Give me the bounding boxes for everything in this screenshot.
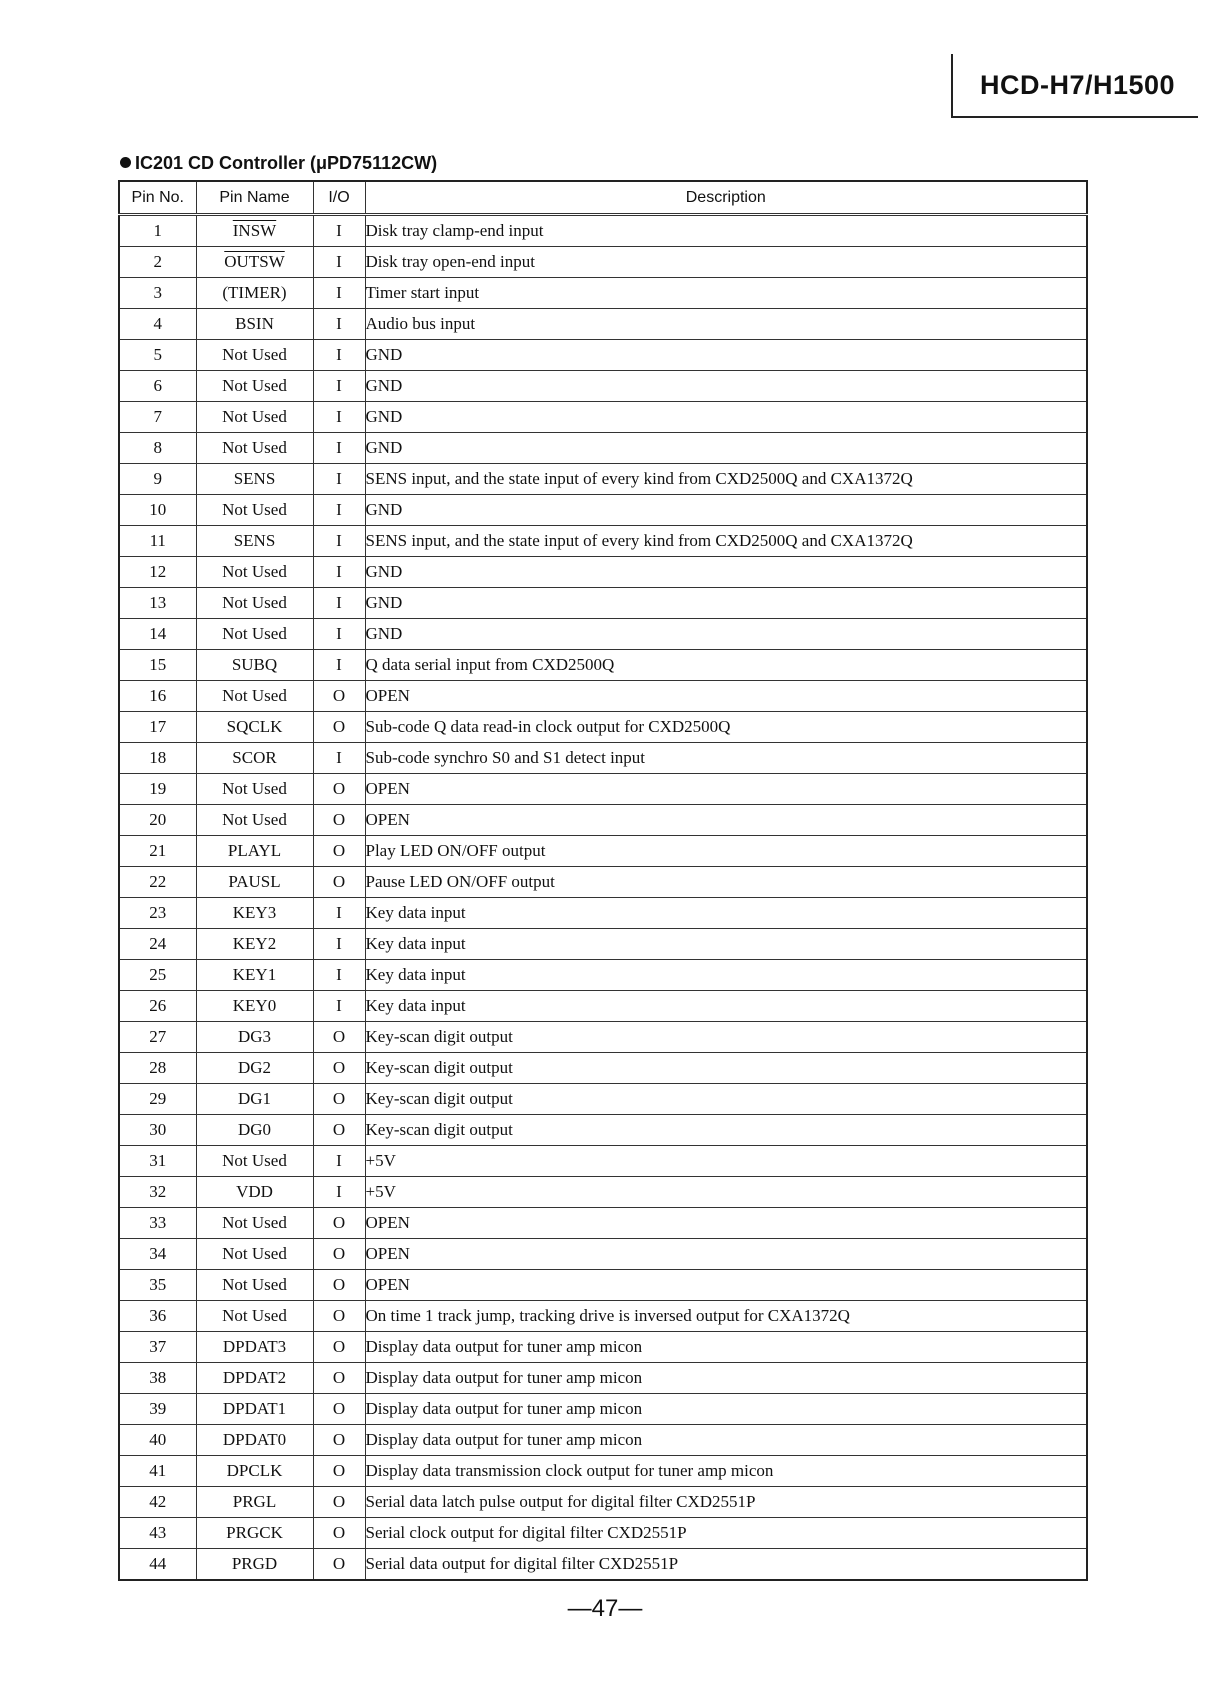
pin-description: Key-scan digit output	[365, 1084, 1087, 1115]
pin-io: O	[313, 1549, 365, 1581]
pin-io: I	[313, 619, 365, 650]
pin-io: O	[313, 1053, 365, 1084]
pin-io: I	[313, 371, 365, 402]
pin-name: DPDAT1	[196, 1394, 313, 1425]
pin-number: 17	[119, 712, 196, 743]
pin-name: Not Used	[196, 557, 313, 588]
table-header-row	[119, 181, 1087, 215]
pin-number: 7	[119, 402, 196, 433]
table-row	[119, 1518, 1087, 1549]
table-row	[119, 371, 1087, 402]
table-row	[119, 402, 1087, 433]
pin-number: 23	[119, 898, 196, 929]
pin-description: GND	[365, 340, 1087, 371]
table-row	[119, 1239, 1087, 1270]
pin-description: Serial data output for digital filter CXD2551P	[365, 1549, 1087, 1581]
pin-description: GND	[365, 495, 1087, 526]
model-number: HCD-H7/H1500	[980, 70, 1176, 100]
pin-name: DPCLK	[196, 1456, 313, 1487]
pin-number: 21	[119, 836, 196, 867]
pin-io: O	[313, 805, 365, 836]
table-row	[119, 681, 1087, 712]
pin-name: DG1	[196, 1084, 313, 1115]
pin-io: I	[313, 743, 365, 774]
pin-table	[118, 180, 1088, 1581]
table-row	[119, 1301, 1087, 1332]
pin-io: O	[313, 1022, 365, 1053]
pin-number: 30	[119, 1115, 196, 1146]
pin-name: Not Used	[196, 1270, 313, 1301]
pin-description: GND	[365, 371, 1087, 402]
table-row	[119, 1053, 1087, 1084]
pin-io: I	[313, 929, 365, 960]
pin-description: GND	[365, 433, 1087, 464]
pin-name: KEY3	[196, 898, 313, 929]
table-row	[119, 836, 1087, 867]
pin-io: I	[313, 526, 365, 557]
table-row	[119, 1425, 1087, 1456]
header-divider-horizontal	[951, 116, 1198, 118]
pin-description: Key-scan digit output	[365, 1115, 1087, 1146]
pin-description: Q data serial input from CXD2500Q	[365, 650, 1087, 681]
pin-io: I	[313, 557, 365, 588]
pin-description: Display data output for tuner amp micon	[365, 1394, 1087, 1425]
pin-description: OPEN	[365, 1208, 1087, 1239]
pin-name: Not Used	[196, 402, 313, 433]
pin-number: 15	[119, 650, 196, 681]
table-row	[119, 526, 1087, 557]
header-divider-vertical	[951, 54, 953, 118]
pin-number: 5	[119, 340, 196, 371]
pin-name: Not Used	[196, 340, 313, 371]
pin-description: Key data input	[365, 929, 1087, 960]
pin-io: O	[313, 1425, 365, 1456]
table-row	[119, 1270, 1087, 1301]
table-row	[119, 1146, 1087, 1177]
pin-io: O	[313, 712, 365, 743]
pin-description: Display data output for tuner amp micon	[365, 1332, 1087, 1363]
pin-name: PAUSL	[196, 867, 313, 898]
pin-io: I	[313, 495, 365, 526]
pin-io: I	[313, 278, 365, 309]
pin-name: DPDAT3	[196, 1332, 313, 1363]
pin-number: 10	[119, 495, 196, 526]
pin-description: Display data output for tuner amp micon	[365, 1363, 1087, 1394]
table-row	[119, 278, 1087, 309]
table-row	[119, 960, 1087, 991]
table-row	[119, 495, 1087, 526]
pin-name: Not Used	[196, 805, 313, 836]
pin-description: Play LED ON/OFF output	[365, 836, 1087, 867]
pin-io: I	[313, 991, 365, 1022]
section-title-text: IC201 CD Controller (μPD75112CW)	[135, 153, 438, 173]
pin-number: 34	[119, 1239, 196, 1270]
pin-description: GND	[365, 619, 1087, 650]
page-number: —47—	[567, 1595, 643, 1622]
table-row	[119, 1487, 1087, 1518]
table-row	[119, 247, 1087, 278]
pin-io: O	[313, 1456, 365, 1487]
pin-description: Display data transmission clock output for tuner amp micon	[365, 1456, 1087, 1487]
pin-description: Timer start input	[365, 278, 1087, 309]
pin-number: 39	[119, 1394, 196, 1425]
pin-number: 18	[119, 743, 196, 774]
pin-number: 33	[119, 1208, 196, 1239]
pin-name: VDD	[196, 1177, 313, 1208]
pin-name: KEY2	[196, 929, 313, 960]
table-row	[119, 1022, 1087, 1053]
pin-io: O	[313, 1301, 365, 1332]
pin-name: INSW	[196, 215, 313, 247]
pin-name: (TIMER)	[196, 278, 313, 309]
pin-description: Key data input	[365, 898, 1087, 929]
pin-description: SENS input, and the state input of every kind from CXD2500Q and CXA1372Q	[365, 526, 1087, 557]
table-row	[119, 557, 1087, 588]
pin-io: I	[313, 309, 365, 340]
pin-name: SCOR	[196, 743, 313, 774]
table-row	[119, 743, 1087, 774]
pin-description: Sub-code Q data read-in clock output for CXD2500Q	[365, 712, 1087, 743]
pin-description: +5V	[365, 1177, 1087, 1208]
table-row	[119, 1208, 1087, 1239]
table-row	[119, 650, 1087, 681]
pin-io: O	[313, 867, 365, 898]
table-row	[119, 898, 1087, 929]
pin-io: I	[313, 464, 365, 495]
table-row	[119, 1177, 1087, 1208]
pin-description: Disk tray clamp-end input	[365, 215, 1087, 247]
pin-number: 41	[119, 1456, 196, 1487]
pin-io: I	[313, 1177, 365, 1208]
table-row	[119, 712, 1087, 743]
pin-description: Key data input	[365, 991, 1087, 1022]
pin-name: PLAYL	[196, 836, 313, 867]
pin-name: SENS	[196, 526, 313, 557]
column-header-description: Description	[365, 181, 1087, 215]
pin-name: Not Used	[196, 619, 313, 650]
pin-number: 38	[119, 1363, 196, 1394]
table-row	[119, 588, 1087, 619]
pin-io: I	[313, 650, 365, 681]
table-row	[119, 309, 1087, 340]
pin-name: Not Used	[196, 495, 313, 526]
pin-name: Not Used	[196, 774, 313, 805]
pin-number: 6	[119, 371, 196, 402]
pin-description: GND	[365, 402, 1087, 433]
pin-description: OPEN	[365, 1270, 1087, 1301]
pin-io: O	[313, 681, 365, 712]
pin-io: O	[313, 1518, 365, 1549]
table-row	[119, 1084, 1087, 1115]
pin-name: KEY0	[196, 991, 313, 1022]
table-row	[119, 1394, 1087, 1425]
pin-number: 24	[119, 929, 196, 960]
pin-io: I	[313, 247, 365, 278]
table-row	[119, 1549, 1087, 1581]
pin-description: SENS input, and the state input of every kind from CXD2500Q and CXA1372Q	[365, 464, 1087, 495]
table-row	[119, 774, 1087, 805]
section-title	[120, 153, 437, 174]
pin-name: SENS	[196, 464, 313, 495]
pin-name: Not Used	[196, 371, 313, 402]
table-row	[119, 1332, 1087, 1363]
pin-description: OPEN	[365, 681, 1087, 712]
pin-io: O	[313, 1270, 365, 1301]
table-row	[119, 619, 1087, 650]
table-row	[119, 1456, 1087, 1487]
pin-io: O	[313, 774, 365, 805]
pin-description: Key-scan digit output	[365, 1022, 1087, 1053]
pin-io: I	[313, 588, 365, 619]
pin-number: 20	[119, 805, 196, 836]
pin-name: DPDAT2	[196, 1363, 313, 1394]
pin-number: 36	[119, 1301, 196, 1332]
bullet-icon	[120, 157, 131, 168]
pin-number: 12	[119, 557, 196, 588]
pin-number: 42	[119, 1487, 196, 1518]
pin-description: +5V	[365, 1146, 1087, 1177]
pin-io: O	[313, 1084, 365, 1115]
pin-name: Not Used	[196, 433, 313, 464]
pin-description: GND	[365, 557, 1087, 588]
pin-description: On time 1 track jump, tracking drive is inversed output for CXA1372Q	[365, 1301, 1087, 1332]
pin-name: Not Used	[196, 1239, 313, 1270]
pin-name: DG0	[196, 1115, 313, 1146]
pin-io: I	[313, 1146, 365, 1177]
column-header-pin-no: Pin No.	[119, 181, 196, 215]
pin-number: 19	[119, 774, 196, 805]
table-row	[119, 929, 1087, 960]
pin-name: Not Used	[196, 1146, 313, 1177]
pin-number: 29	[119, 1084, 196, 1115]
pin-io: I	[313, 960, 365, 991]
pin-number: 27	[119, 1022, 196, 1053]
pin-description: OPEN	[365, 774, 1087, 805]
pin-io: I	[313, 433, 365, 464]
pin-number: 4	[119, 309, 196, 340]
pin-description: Sub-code synchro S0 and S1 detect input	[365, 743, 1087, 774]
column-header-pin-name: Pin Name	[196, 181, 313, 215]
table-row	[119, 991, 1087, 1022]
pin-number: 26	[119, 991, 196, 1022]
pin-io: O	[313, 1239, 365, 1270]
pin-description: Pause LED ON/OFF output	[365, 867, 1087, 898]
pin-name: Not Used	[196, 588, 313, 619]
pin-description: Audio bus input	[365, 309, 1087, 340]
pin-number: 9	[119, 464, 196, 495]
pin-io: I	[313, 340, 365, 371]
pin-name: PRGD	[196, 1549, 313, 1581]
pin-io: I	[313, 402, 365, 433]
table-row	[119, 1115, 1087, 1146]
pin-number: 37	[119, 1332, 196, 1363]
pin-description: Disk tray open-end input	[365, 247, 1087, 278]
pin-number: 2	[119, 247, 196, 278]
pin-name: Not Used	[196, 681, 313, 712]
pin-number: 43	[119, 1518, 196, 1549]
pin-number: 14	[119, 619, 196, 650]
column-header-io: I/O	[313, 181, 365, 215]
pin-name: SQCLK	[196, 712, 313, 743]
pin-io: O	[313, 1394, 365, 1425]
table-row	[119, 215, 1087, 247]
pin-number: 31	[119, 1146, 196, 1177]
pin-number: 25	[119, 960, 196, 991]
pin-io: O	[313, 836, 365, 867]
pin-name: Not Used	[196, 1301, 313, 1332]
pin-description: OPEN	[365, 1239, 1087, 1270]
pin-description: Serial data latch pulse output for digital filter CXD2551P	[365, 1487, 1087, 1518]
pin-number: 16	[119, 681, 196, 712]
pin-description: Serial clock output for digital filter CXD2551P	[365, 1518, 1087, 1549]
pin-number: 44	[119, 1549, 196, 1581]
table-row	[119, 867, 1087, 898]
pin-number: 3	[119, 278, 196, 309]
pin-number: 40	[119, 1425, 196, 1456]
pin-number: 32	[119, 1177, 196, 1208]
pin-number: 1	[119, 215, 196, 247]
table-row	[119, 805, 1087, 836]
pin-description: Key data input	[365, 960, 1087, 991]
pin-io: O	[313, 1208, 365, 1239]
pin-number: 13	[119, 588, 196, 619]
pin-number: 35	[119, 1270, 196, 1301]
pin-name: BSIN	[196, 309, 313, 340]
pin-number: 28	[119, 1053, 196, 1084]
pin-io: O	[313, 1332, 365, 1363]
pin-name: DG2	[196, 1053, 313, 1084]
pin-name: KEY1	[196, 960, 313, 991]
pin-name: DG3	[196, 1022, 313, 1053]
pin-name: OUTSW	[196, 247, 313, 278]
table-row	[119, 464, 1087, 495]
pin-description: Display data output for tuner amp micon	[365, 1425, 1087, 1456]
pin-io: O	[313, 1363, 365, 1394]
pin-name: Not Used	[196, 1208, 313, 1239]
pin-description: OPEN	[365, 805, 1087, 836]
pin-name: SUBQ	[196, 650, 313, 681]
pin-io: I	[313, 215, 365, 247]
pin-table-body	[119, 215, 1087, 1581]
pin-io: O	[313, 1487, 365, 1518]
pin-name: DPDAT0	[196, 1425, 313, 1456]
pin-number: 22	[119, 867, 196, 898]
pin-description: Key-scan digit output	[365, 1053, 1087, 1084]
pin-name: PRGL	[196, 1487, 313, 1518]
pin-io: O	[313, 1115, 365, 1146]
table-row	[119, 1363, 1087, 1394]
pin-io: I	[313, 898, 365, 929]
pin-name: PRGCK	[196, 1518, 313, 1549]
table-row	[119, 433, 1087, 464]
table-row	[119, 340, 1087, 371]
pin-number: 11	[119, 526, 196, 557]
pin-description: GND	[365, 588, 1087, 619]
pin-number: 8	[119, 433, 196, 464]
